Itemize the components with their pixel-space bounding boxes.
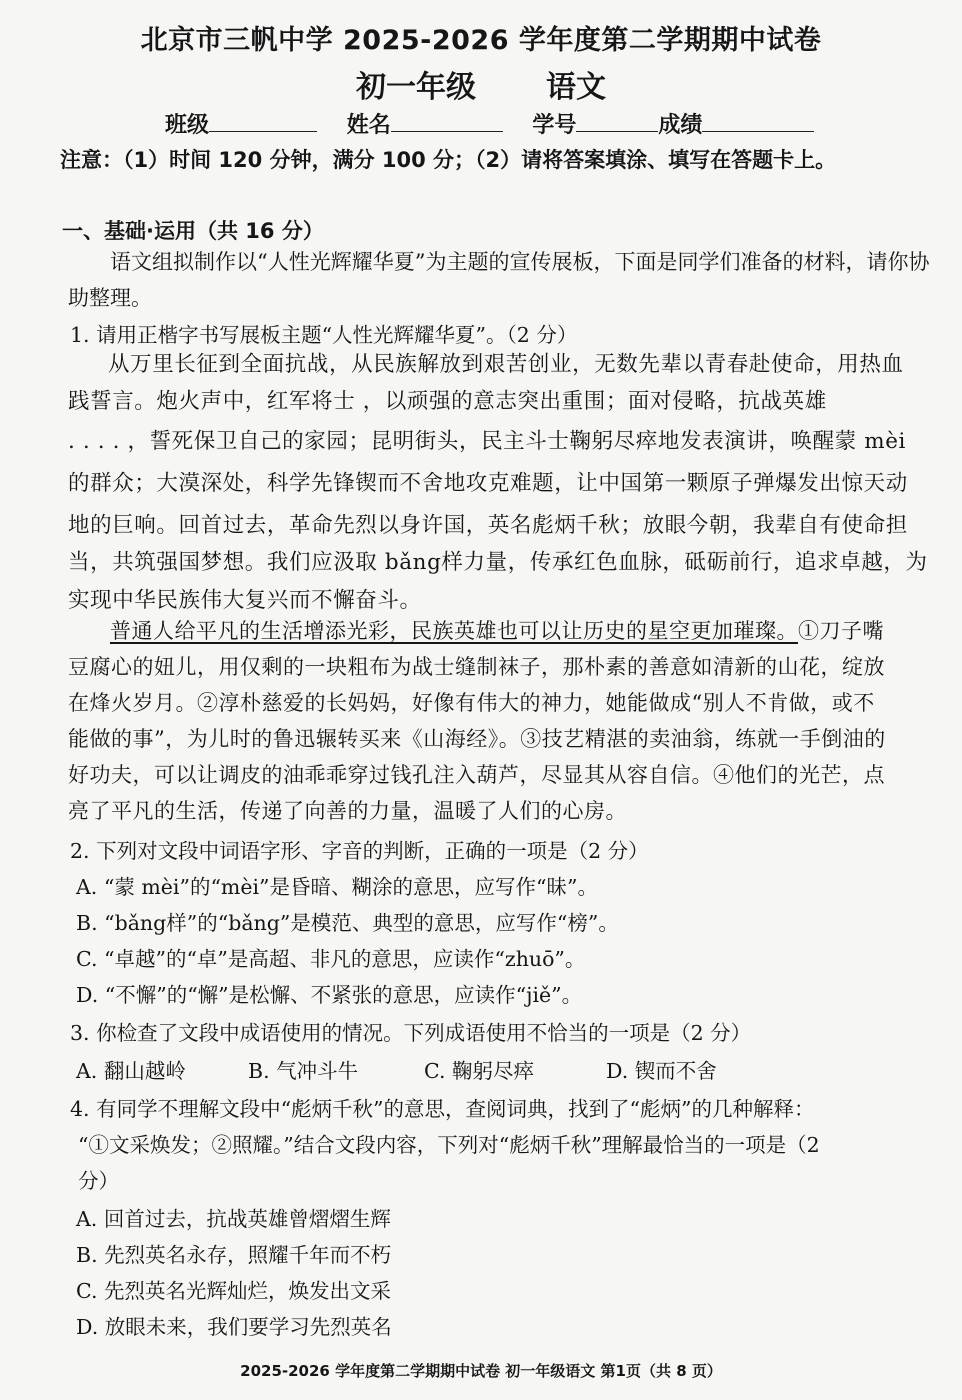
question-2-option: C. “卓越”的“卓”是高超、非凡的意思，应读作“zhuō”。 bbox=[76, 947, 586, 971]
question-4: “①文采焕发；②照耀。”结合文段内容，下列对“彪炳千秋”理解最恰当的一项是（2 bbox=[78, 1133, 820, 1157]
question-1: 1. 请用正楷字书写展板主题“人性光辉耀华夏”。（2 分） bbox=[70, 323, 578, 347]
page-footer: 2025-2026 学年度第二学期期中试卷 初一年级语文 第1页（共 8 页） bbox=[240, 1362, 722, 1380]
passage-line: 当，共筑强国梦想。我们应汲取 bǎng样力量，传承红色血脉，砥砺前行，追求卓越，为 bbox=[68, 550, 928, 575]
passage-line: 亮了平凡的生活，传递了向善的力量，温暖了人们的心房。 bbox=[68, 799, 627, 823]
score-label: 成绩 bbox=[658, 113, 703, 138]
passage-line: . . . . ，誓死保卫自己的家园；昆明街头，民主斗士鞠躬尽瘁地发表演讲，唤醒蒙 mèi bbox=[68, 429, 906, 454]
question-4: 4. 有同学不理解文段中“彪炳千秋”的意思，查阅词典，找到了“彪炳”的几种解释： bbox=[70, 1097, 815, 1121]
question-2-option: B. “bǎng样”的“bǎng”是模范、典型的意思，应写作“榜”。 bbox=[76, 911, 619, 935]
score-field[interactable] bbox=[702, 111, 814, 132]
key-sentence: 普通人给平凡的生活增添光彩，民族英雄也可以让历史的星空更加璀璨。 bbox=[110, 619, 798, 643]
passage-line: 能做的事”，为儿时的鲁迅辗转买来《山海经》。③技艺精湛的卖油翁，练就一手倒油的 bbox=[68, 727, 886, 751]
question-2-option: A. “蒙 mèi”的“mèi”是昏暗、糊涂的意思，应写作“昧”。 bbox=[76, 875, 598, 899]
exam-notice: 注意：（1）时间 120 分钟，满分 100 分；（2）请将答案填涂、填写在答题卡上。 bbox=[60, 148, 837, 172]
id-field[interactable] bbox=[576, 111, 658, 132]
passage-line: 的群众；大漠深处，科学先锋锲而不舍地攻克难题，让中国第一颗原子弹爆发出惊天动 bbox=[68, 471, 908, 496]
question-4-option: A. 回首过去，抗战英雄曾熠熠生辉 bbox=[76, 1207, 391, 1231]
passage-line: 从万里长征到全面抗战，从民族解放到艰苦创业，无数先辈以青春赴使命，用热血 bbox=[108, 352, 904, 377]
question-4-option: B. 先烈英名永存，照耀千年而不朽 bbox=[76, 1243, 392, 1267]
student-info-fields bbox=[165, 108, 836, 139]
passage-line: 普通人给平凡的生活增添光彩，民族英雄也可以让历史的星空更加璀璨。①刀子嘴 bbox=[110, 619, 884, 643]
question-4: 分） bbox=[78, 1169, 119, 1193]
subject-label: 语文 bbox=[546, 70, 606, 105]
question-3-option: C. 鞠躬尽瘁 bbox=[424, 1059, 534, 1083]
passage-line: 实现中华民族伟大复兴而不懈奋斗。 bbox=[68, 588, 422, 613]
question-3: 3. 你检查了文段中成语使用的情况。下列成语使用不恰当的一项是（2 分） bbox=[70, 1021, 752, 1045]
passage-line: 好功夫，可以让调皮的油乖乖穿过钱孔注入葫芦，尽显其从容自信。④他们的光芒，点 bbox=[68, 763, 885, 787]
grade-label: 初一年级 bbox=[356, 70, 476, 105]
name-field[interactable] bbox=[391, 111, 503, 132]
id-label: 学号 bbox=[532, 113, 577, 138]
question-3-option: A. 翻山越岭 bbox=[76, 1059, 186, 1083]
class-field[interactable] bbox=[209, 111, 317, 132]
question-3-option: D. 锲而不舍 bbox=[606, 1059, 717, 1083]
question-4-option: C. 先烈英名光辉灿烂，焕发出文采 bbox=[76, 1279, 391, 1303]
passage-line: 豆腐心的妞儿，用仅剩的一块粗布为战士缝制袜子，那朴素的善意如清新的山花，绽放 bbox=[68, 655, 885, 679]
passage-line: 践誓言。炮火声中，红军将士 ，以顽强的意志突出重围；面对侵略，抗战英雄 bbox=[68, 389, 827, 414]
section-intro: 语文组拟制作以“人性光辉耀华夏”为主题的宣传展板，下面是同学们准备的材料，请你协助整理。 bbox=[68, 250, 930, 310]
passage-line: 地的巨响。回首过去，革命先烈以身许国，英名彪炳千秋；放眼今朝，我辈自有使命担 bbox=[68, 513, 908, 538]
question-2-option: D. “不懈”的“懈”是松懈、不紧张的意思，应读作“jiě”。 bbox=[76, 983, 583, 1007]
question-2: 2. 下列对文段中词语字形、字音的判断，正确的一项是（2 分） bbox=[70, 839, 649, 863]
question-3-option: B. 气冲斗牛 bbox=[248, 1059, 359, 1083]
class-label: 班级 bbox=[165, 113, 210, 138]
exam-subtitle bbox=[0, 62, 962, 106]
exam-title: 北京市三帆中学 2025-2026 学年度第二学期期中试卷 bbox=[140, 25, 822, 56]
question-4-option: D. 放眼未来，我们要学习先烈英名 bbox=[76, 1315, 392, 1339]
name-label: 姓名 bbox=[346, 113, 391, 138]
question-3-options bbox=[76, 1054, 717, 1084]
passage-line: 在烽火岁月。②淳朴慈爱的长妈妈，好像有伟大的神力，她能做成“别人不肯做，或不 bbox=[68, 691, 875, 715]
section-heading: 一、基础·运用（共 16 分） bbox=[62, 219, 324, 243]
